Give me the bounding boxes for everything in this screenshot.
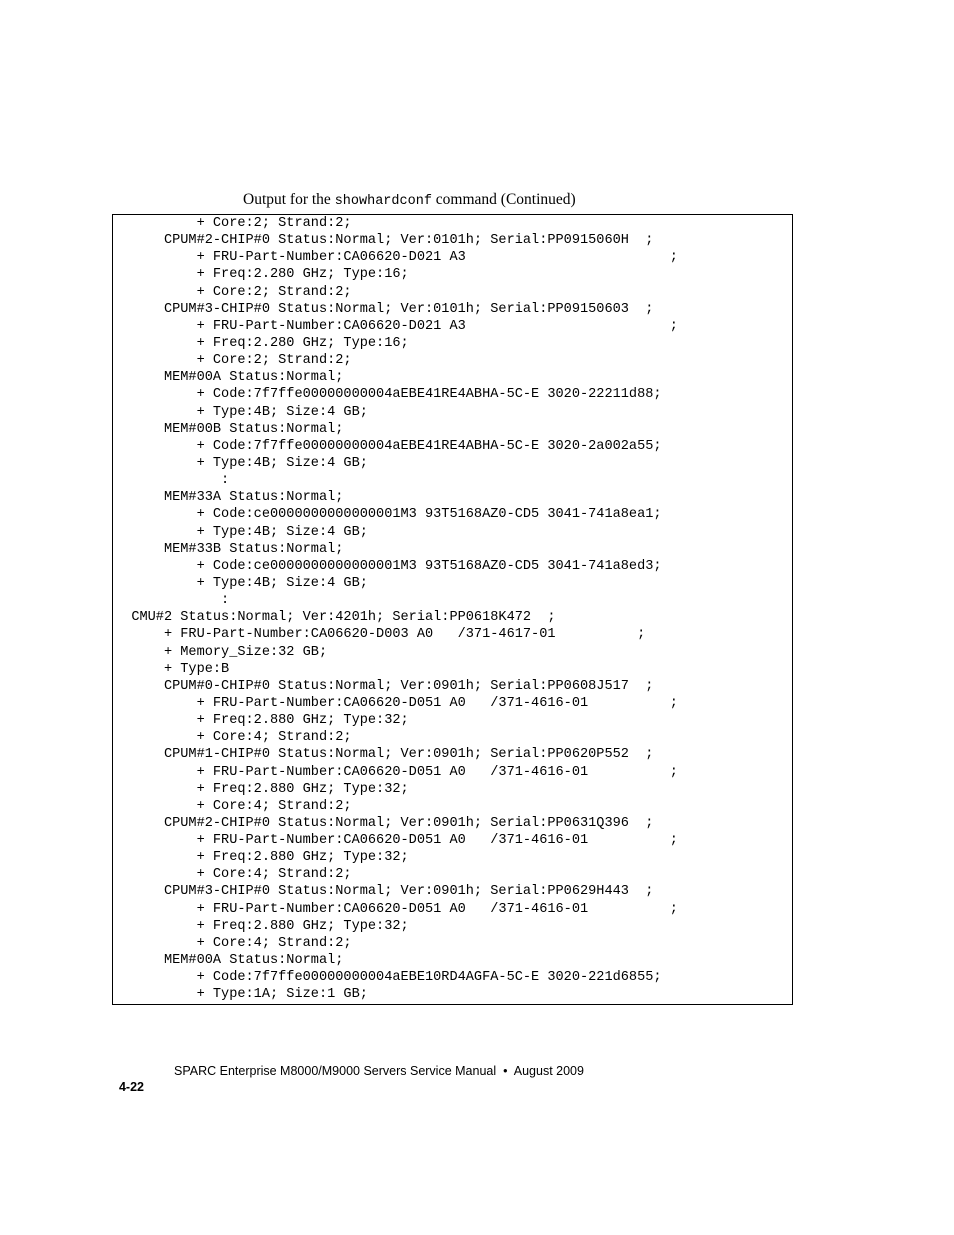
code-output bbox=[115, 215, 678, 1003]
code-line: + Code:7f7ffe00000000004aEBE10RD4AGFA-5C-E 3020-221d6855; bbox=[115, 970, 662, 986]
code-line: + Type:4B; Size:4 GB; bbox=[115, 524, 368, 540]
code-line: MEM#00A Status:Normal; bbox=[115, 370, 344, 386]
caption-prefix: Output for the bbox=[243, 191, 335, 208]
code-line: + Freq:2.280 GHz; Type:16; bbox=[115, 267, 409, 283]
code-line: + Freq:2.280 GHz; Type:16; bbox=[115, 335, 409, 351]
code-line: + Type:4B; Size:4 GB; bbox=[115, 404, 368, 420]
code-line: + FRU-Part-Number:CA06620-D051 A0 /371-4616-01 ; bbox=[115, 901, 678, 917]
code-line: + Type:B bbox=[115, 661, 230, 677]
code-line: + FRU-Part-Number:CA06620-D003 A0 /371-4617-01 ; bbox=[115, 627, 646, 643]
code-line: : bbox=[115, 473, 230, 489]
code-line: MEM#33A Status:Normal; bbox=[115, 490, 344, 506]
code-line: MEM#33B Status:Normal; bbox=[115, 541, 344, 557]
code-line: + FRU-Part-Number:CA06620-D051 A0 /371-4616-01 ; bbox=[115, 764, 678, 780]
code-line: + Code:ce0000000000000001M3 93T5168AZ0-CD5 3041-741a8ea1; bbox=[115, 507, 662, 523]
code-line: + Core:2; Strand:2; bbox=[115, 284, 352, 300]
footer-title-line bbox=[174, 1063, 584, 1079]
code-example-box bbox=[112, 214, 793, 1005]
code-line: + FRU-Part-Number:CA06620-D051 A0 /371-4616-01 ; bbox=[115, 833, 678, 849]
code-line: + Freq:2.880 GHz; Type:32; bbox=[115, 781, 409, 797]
code-line: + Memory_Size:32 GB; bbox=[115, 644, 328, 660]
code-line: + Type:1A; Size:1 GB; bbox=[115, 987, 368, 1003]
code-line: + Code:ce0000000000000001M3 93T5168AZ0-CD5 3041-741a8ed3; bbox=[115, 558, 662, 574]
code-line: CPUM#3-CHIP#0 Status:Normal; Ver:0101h; Serial:PP09150603 ; bbox=[115, 301, 654, 317]
code-line: + Freq:2.880 GHz; Type:32; bbox=[115, 713, 409, 729]
code-line: + FRU-Part-Number:CA06620-D021 A3 ; bbox=[115, 318, 678, 334]
code-line: + Core:2; Strand:2; bbox=[115, 216, 352, 231]
code-line: + Freq:2.880 GHz; Type:32; bbox=[115, 850, 409, 866]
manual-title: SPARC Enterprise M8000/M9000 Servers Service Manual bbox=[174, 1064, 497, 1078]
code-line: CPUM#2-CHIP#0 Status:Normal; Ver:0101h; Serial:PP0915060H ; bbox=[115, 233, 654, 249]
caption-suffix: command (Continued) bbox=[431, 191, 576, 208]
code-line: CPUM#2-CHIP#0 Status:Normal; Ver:0901h; Serial:PP0631Q396 ; bbox=[115, 815, 654, 831]
code-line: MEM#00A Status:Normal; bbox=[115, 953, 344, 969]
code-line: + Code:7f7ffe00000000004aEBE41RE4ABHA-5C-E 3020-2a002a55; bbox=[115, 438, 662, 454]
code-line: MEM#00B Status:Normal; bbox=[115, 421, 344, 437]
code-line: CPUM#0-CHIP#0 Status:Normal; Ver:0901h; Serial:PP0608J517 ; bbox=[115, 678, 654, 694]
page-footer bbox=[112, 1063, 584, 1111]
footer-bullet: • bbox=[503, 1064, 508, 1078]
code-line: CMU#2 Status:Normal; Ver:4201h; Serial:PP0618K472 ; bbox=[115, 610, 556, 626]
code-line: CPUM#3-CHIP#0 Status:Normal; Ver:0901h; Serial:PP0629H443 ; bbox=[115, 884, 654, 900]
caption-command: showhardconf bbox=[334, 194, 432, 209]
code-line: + Freq:2.880 GHz; Type:32; bbox=[115, 918, 409, 934]
code-line: CPUM#1-CHIP#0 Status:Normal; Ver:0901h; Serial:PP0620P552 ; bbox=[115, 747, 654, 763]
code-line: + Type:4B; Size:4 GB; bbox=[115, 455, 368, 471]
code-line: + Core:4; Strand:2; bbox=[115, 798, 352, 814]
code-line: + Code:7f7ffe00000000004aEBE41RE4ABHA-5C-E 3020-22211d88; bbox=[115, 387, 662, 403]
publication-date: August 2009 bbox=[513, 1064, 584, 1078]
code-line: : bbox=[115, 593, 230, 609]
code-example-caption bbox=[243, 190, 576, 212]
code-line: + Core:4; Strand:2; bbox=[115, 935, 352, 951]
code-line: + FRU-Part-Number:CA06620-D021 A3 ; bbox=[115, 250, 678, 266]
code-line: + Core:2; Strand:2; bbox=[115, 353, 352, 369]
page-number: 4-22 bbox=[118, 1080, 144, 1094]
code-line: + Core:4; Strand:2; bbox=[115, 730, 352, 746]
code-line: + Type:4B; Size:4 GB; bbox=[115, 575, 368, 591]
code-line: + FRU-Part-Number:CA06620-D051 A0 /371-4616-01 ; bbox=[115, 695, 678, 711]
code-line: + Core:4; Strand:2; bbox=[115, 867, 352, 883]
